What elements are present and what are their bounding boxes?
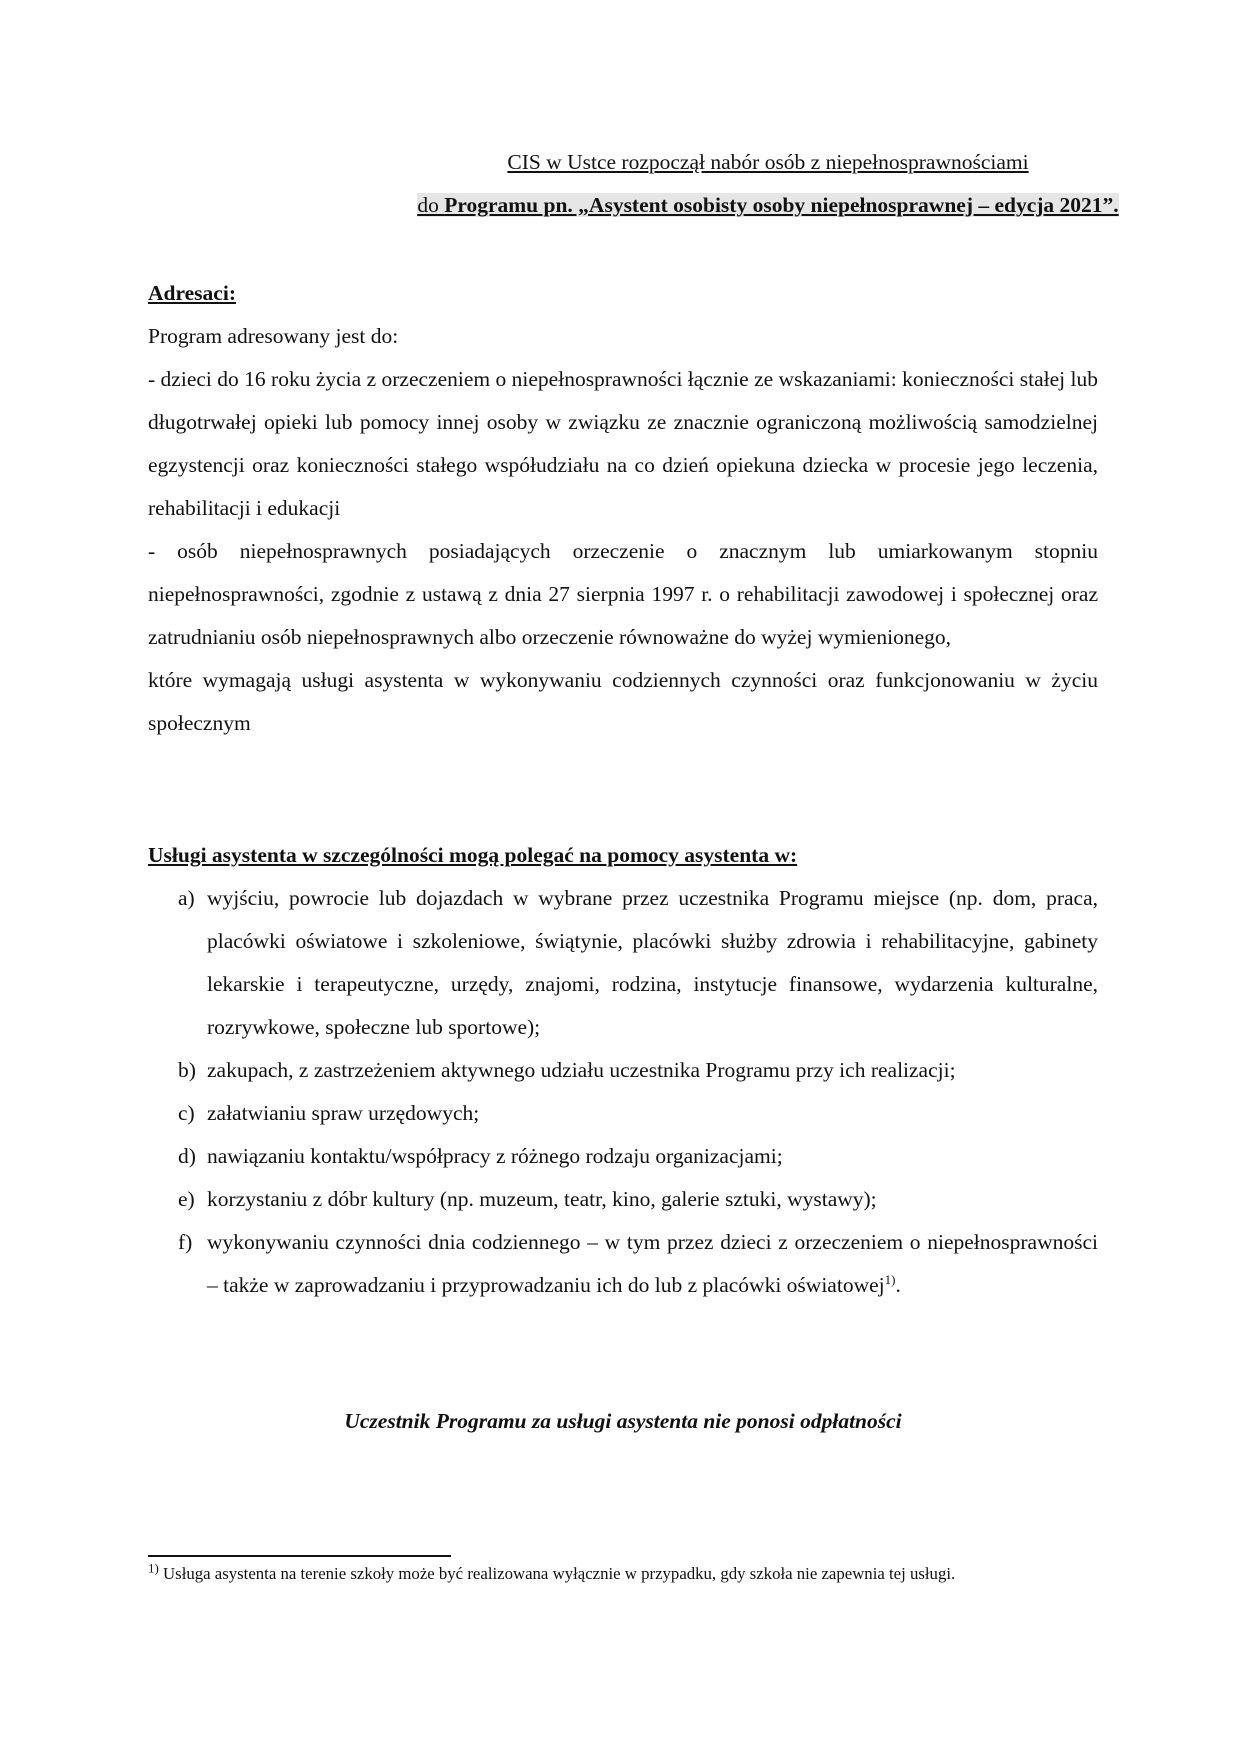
uslugi-heading: Usługi asystenta w szczególności mogą polegać na pomocy asystenta w: [148, 843, 798, 867]
no-fee-note: Uczestnik Programu za usługi asystenta nie ponosi odpłatności [344, 1409, 902, 1433]
title-text-1: CIS w Ustce rozpoczął nabór osób z niepełnosprawnościami [507, 150, 1029, 174]
list-item-text: nawiązaniu kontaktu/współpracy z różnego rodzaju organizacjami; [207, 1144, 783, 1168]
adresaci-item-1: - dzieci do 16 roku życia z orzeczeniem o niepełnosprawności łącznie ze wskazaniami: konieczności stałej lub długotrwałej opieki lub pomocy innej osoby w związku ze znacznie ograniczoną możliwością samodzielnej egzystencji oraz konieczności stałego współudziału na co dzień opiekuna dziecka w procesie jego leczenia, rehabilitacji i edukacji [148, 367, 1098, 520]
adresaci-section [148, 272, 1098, 745]
uslugi-section [148, 834, 1098, 1307]
list-item-label: d) [178, 1144, 196, 1168]
list-item-label: f) [178, 1230, 193, 1254]
list-item-label: e) [178, 1187, 195, 1211]
program-name: Programu pn. „Asystent osobisty osoby niepełnosprawnej – edycja 2021”. [444, 193, 1119, 217]
list-item [148, 1178, 1098, 1221]
list-item-text: załatwianiu spraw urzędowych; [207, 1101, 480, 1125]
adresaci-item-2: - osób niepełnosprawnych posiadających orzeczenie o znacznym lub umiarkowanym stopniu niepełnosprawności, zgodnie z ustawą z dnia 27 sierpnia 1997 r. o rehabilitacji zawodowej i społecznej oraz zatrudnianiu osób niepełnosprawnych albo orzeczenie równoważne do wyżej wymienionego, [148, 539, 1098, 649]
footnote [148, 1562, 1098, 1586]
list-item-label: b) [178, 1058, 196, 1082]
footnote-reference[interactable]: 1) [884, 1271, 896, 1287]
list-item-text: zakupach, z zastrzeżeniem aktywnego udziału uczestnika Programu przy ich realizacji; [207, 1058, 956, 1082]
list-item-text: korzystaniu z dóbr kultury (np. muzeum, teatr, kino, galerie sztuki, wystawy); [207, 1187, 877, 1211]
adresaci-intro: Program adresowany jest do: [148, 324, 399, 348]
title-line-2 [148, 193, 1240, 218]
adresaci-closing: które wymagają usługi asystenta w wykonywaniu codziennych czynności oraz funkcjonowaniu w życiu społecznym [148, 668, 1098, 735]
adresaci-heading: Adresaci: [148, 281, 236, 305]
footnote-separator [148, 1555, 451, 1557]
footnote-text: Usługa asystenta na terenie szkoły może być realizowana wyłącznie w przypadku, gdy szkoła nie zapewnia tej usługi. [158, 1564, 956, 1583]
list-item-text: wyjściu, powrocie lub dojazdach w wybrane przez uczestnika Programu miejsce (np. dom, praca, placówki oświatowe i szkoleniowe, świątynie, placówki służby zdrowia i rehabilitacyjne, gabinety lekarskie i terapeutyczne, urzędy, znajomi, rodzina, instytucje finansowe, wydarzenia kulturalne, rozrywkowe, społeczne lub sportowe); [207, 886, 1098, 1039]
title-line-1 [148, 150, 1240, 175]
list-item-tail: . [895, 1273, 901, 1297]
footnote-mark: 1) [148, 1560, 159, 1576]
list-item [148, 1092, 1098, 1135]
list-item [148, 1221, 1098, 1307]
list-item-text: wykonywaniu czynności dnia codziennego – w tym przez dzieci z orzeczeniem o niepełnosprawności – także w zaprowadzaniu i przyprowadzaniu ich do lub z placówki oświatowej [207, 1230, 1098, 1297]
list-item [148, 877, 1098, 1049]
list-item-label: a) [178, 886, 195, 910]
list-item [148, 1049, 1098, 1092]
title-text-2 [417, 193, 1118, 217]
list-item-label: c) [178, 1101, 195, 1125]
list-item [148, 1135, 1098, 1178]
title-prefix: do [417, 193, 445, 217]
